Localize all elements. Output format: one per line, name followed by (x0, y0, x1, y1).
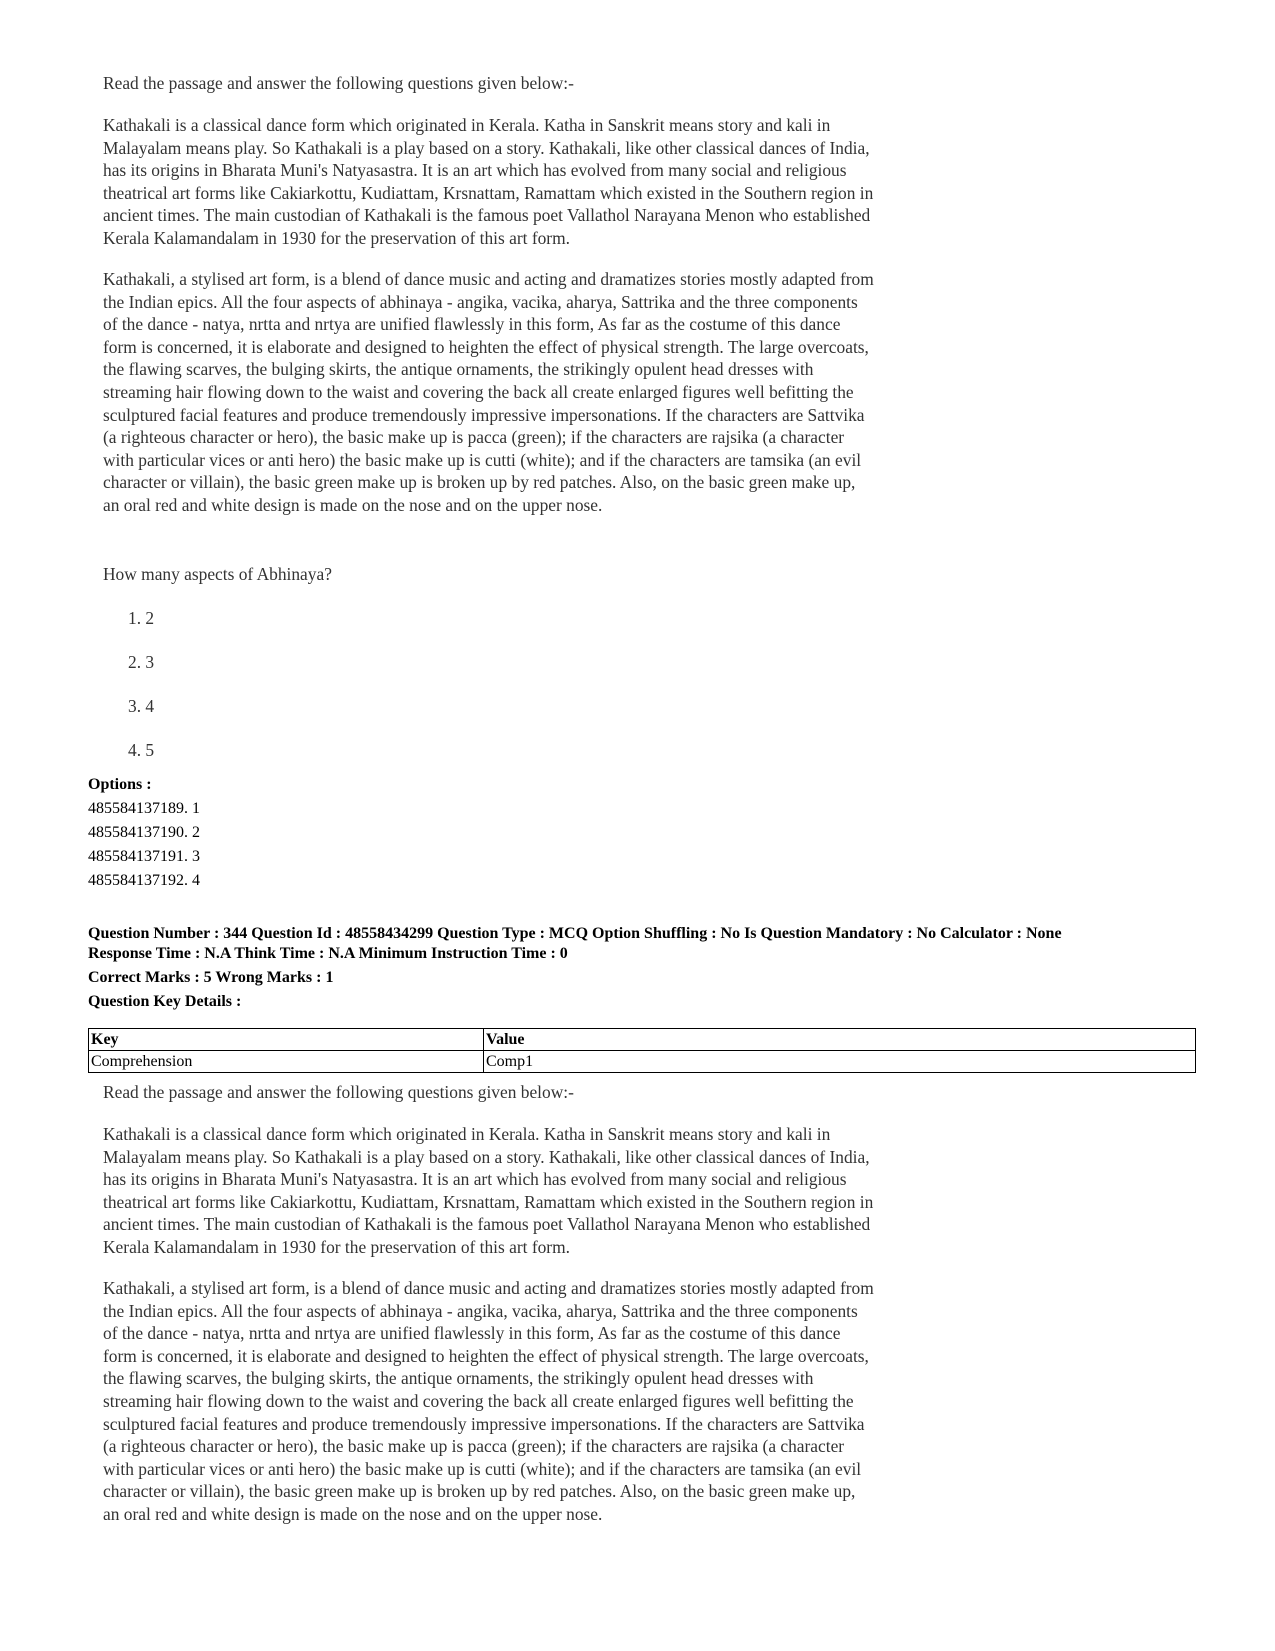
text-line: (a righteous character or hero), the basic make up is pacca (green); if the characters are rajsika (a character (103, 427, 845, 448)
text-line: streaming hair flowing down to the waist and covering the back all create enlarged figures well befitting the (103, 381, 854, 402)
table-header-value: Value (484, 1029, 1196, 1051)
option-item: 485584137190. 2 (88, 824, 200, 841)
text-line: (a righteous character or hero), the basic make up is pacca (green); if the characters are rajsika (a character (103, 1436, 845, 1457)
text-line: Kerala Kalamandalam in 1930 for the preservation of this art form. (103, 1236, 570, 1257)
text-line: the flawing scarves, the bulging skirts, the antique ornaments, the strikingly opulent head dresses with (103, 1368, 814, 1389)
text-line: an oral red and white design is made on the nose and on the upper nose. (103, 1503, 603, 1524)
question-choice: 1. 2 (128, 608, 155, 628)
table-header-row (89, 1029, 1196, 1051)
text-line: an oral red and white design is made on the nose and on the upper nose. (103, 494, 603, 515)
text-line: Kathakali is a classical dance form which originated in Kerala. Katha in Sanskrit means story and kali in (103, 1124, 831, 1144)
text-line: Malayalam means play. So Kathakali is a play based on a story. Kathakali, like other classical dances of India, (103, 1146, 870, 1167)
text-line: with particular vices or anti hero) the basic make up is cutti (white); and if the characters are tamsika (an evil (103, 449, 862, 470)
passage-intro-1 (103, 72, 574, 95)
text-line: sculptured facial features and produce tremendously impressive impersonations. If the characters are Sattvika (103, 1413, 865, 1434)
text-line: sculptured facial features and produce tremendously impressive impersonations. If the characters are Sattvika (103, 404, 865, 425)
text-line: Kathakali is a classical dance form which originated in Kerala. Katha in Sanskrit means story and kali in (103, 115, 831, 135)
question-meta-line-1: Question Number : 344 Question Id : 48558434299 Question Type : MCQ Option Shuffling : No Is Question Mandatory : No Calculator : None (88, 925, 1062, 942)
passage-intro-2 (103, 1081, 574, 1104)
question-line: How many aspects of Abhinaya? (103, 564, 332, 584)
options-label: Options : (88, 776, 152, 793)
passage-intro-text: Read the passage and answer the following questions given below:- (103, 73, 574, 93)
text-line: form is concerned, it is elaborate and designed to heighten the effect of physical strength. The large overcoats, (103, 1345, 869, 1366)
text-line: theatrical art forms like Cakiarkottu, Kudiattam, Krsnattam, Ramattam which existed in the Southern region in (103, 1191, 874, 1212)
question-meta-line-2: Response Time : N.A Think Time : N.A Minimum Instruction Time : 0 (88, 945, 568, 962)
passage-2-paragraph-2 (103, 1277, 874, 1526)
text-line: has its origins in Bharata Muni's Natyasastra. It is an art which has evolved from many social and religious (103, 160, 847, 181)
text-line: form is concerned, it is elaborate and designed to heighten the effect of physical strength. The large overcoats, (103, 336, 869, 357)
table-cell-value: Comp1 (484, 1051, 1196, 1073)
table-cell-key: Comprehension (89, 1051, 484, 1073)
text-line: ancient times. The main custodian of Kathakali is the famous poet Vallathol Narayana Menon who established (103, 205, 871, 226)
table-header-key: Key (89, 1029, 484, 1051)
text-line: streaming hair flowing down to the waist and covering the back all create enlarged figures well befitting the (103, 1390, 854, 1411)
text-line: the flawing scarves, the bulging skirts, the antique ornaments, the strikingly opulent head dresses with (103, 359, 814, 380)
option-item: 485584137192. 4 (88, 872, 200, 889)
text-line: the Indian epics. All the four aspects of abhinaya - angika, vacika, aharya, Sattrika and the three components (103, 291, 858, 312)
text-line: the Indian epics. All the four aspects of abhinaya - angika, vacika, aharya, Sattrika and the three components (103, 1300, 858, 1321)
text-line: Malayalam means play. So Kathakali is a play based on a story. Kathakali, like other classical dances of India, (103, 137, 870, 158)
passage-1-paragraph-2 (103, 268, 874, 517)
text-line: has its origins in Bharata Muni's Natyasastra. It is an art which has evolved from many social and religious (103, 1169, 847, 1190)
text-line: of the dance - natya, nrtta and nrtya are unified flawlessly in this form, As far as the costume of this dance (103, 314, 841, 335)
key-details-label: Question Key Details : (88, 993, 242, 1010)
question-choice: 4. 5 (128, 740, 155, 760)
marks-line: Correct Marks : 5 Wrong Marks : 1 (88, 969, 334, 986)
passage-2-paragraph-1 (103, 1123, 873, 1259)
passage-intro-text: Read the passage and answer the following questions given below:- (103, 1082, 574, 1102)
text-line: Kathakali, a stylised art form, is a blend of dance music and acting and dramatizes stories mostly adapted from (103, 269, 874, 289)
text-line: ancient times. The main custodian of Kathakali is the famous poet Vallathol Narayana Menon who established (103, 1214, 871, 1235)
text-line: character or villain), the basic green make up is broken up by red patches. Also, on the basic green make up, (103, 472, 856, 493)
table-row (89, 1051, 1196, 1073)
text-line: Kerala Kalamandalam in 1930 for the preservation of this art form. (103, 227, 570, 248)
passage-1-paragraph-1 (103, 114, 873, 250)
text-line: theatrical art forms like Cakiarkottu, Kudiattam, Krsnattam, Ramattam which existed in the Southern region in (103, 182, 874, 203)
text-line: with particular vices or anti hero) the basic make up is cutti (white); and if the characters are tamsika (an evil (103, 1458, 862, 1479)
option-item: 485584137189. 1 (88, 800, 200, 817)
text-line: Kathakali, a stylised art form, is a blend of dance music and acting and dramatizes stories mostly adapted from (103, 1278, 874, 1298)
text-line: of the dance - natya, nrtta and nrtya are unified flawlessly in this form, As far as the costume of this dance (103, 1323, 841, 1344)
question-choice: 2. 3 (128, 652, 155, 672)
question-choice: 3. 4 (128, 696, 155, 716)
question-text (103, 563, 332, 586)
key-details-table (88, 1028, 1196, 1073)
option-item: 485584137191. 3 (88, 848, 200, 865)
text-line: character or villain), the basic green make up is broken up by red patches. Also, on the basic green make up, (103, 1481, 856, 1502)
